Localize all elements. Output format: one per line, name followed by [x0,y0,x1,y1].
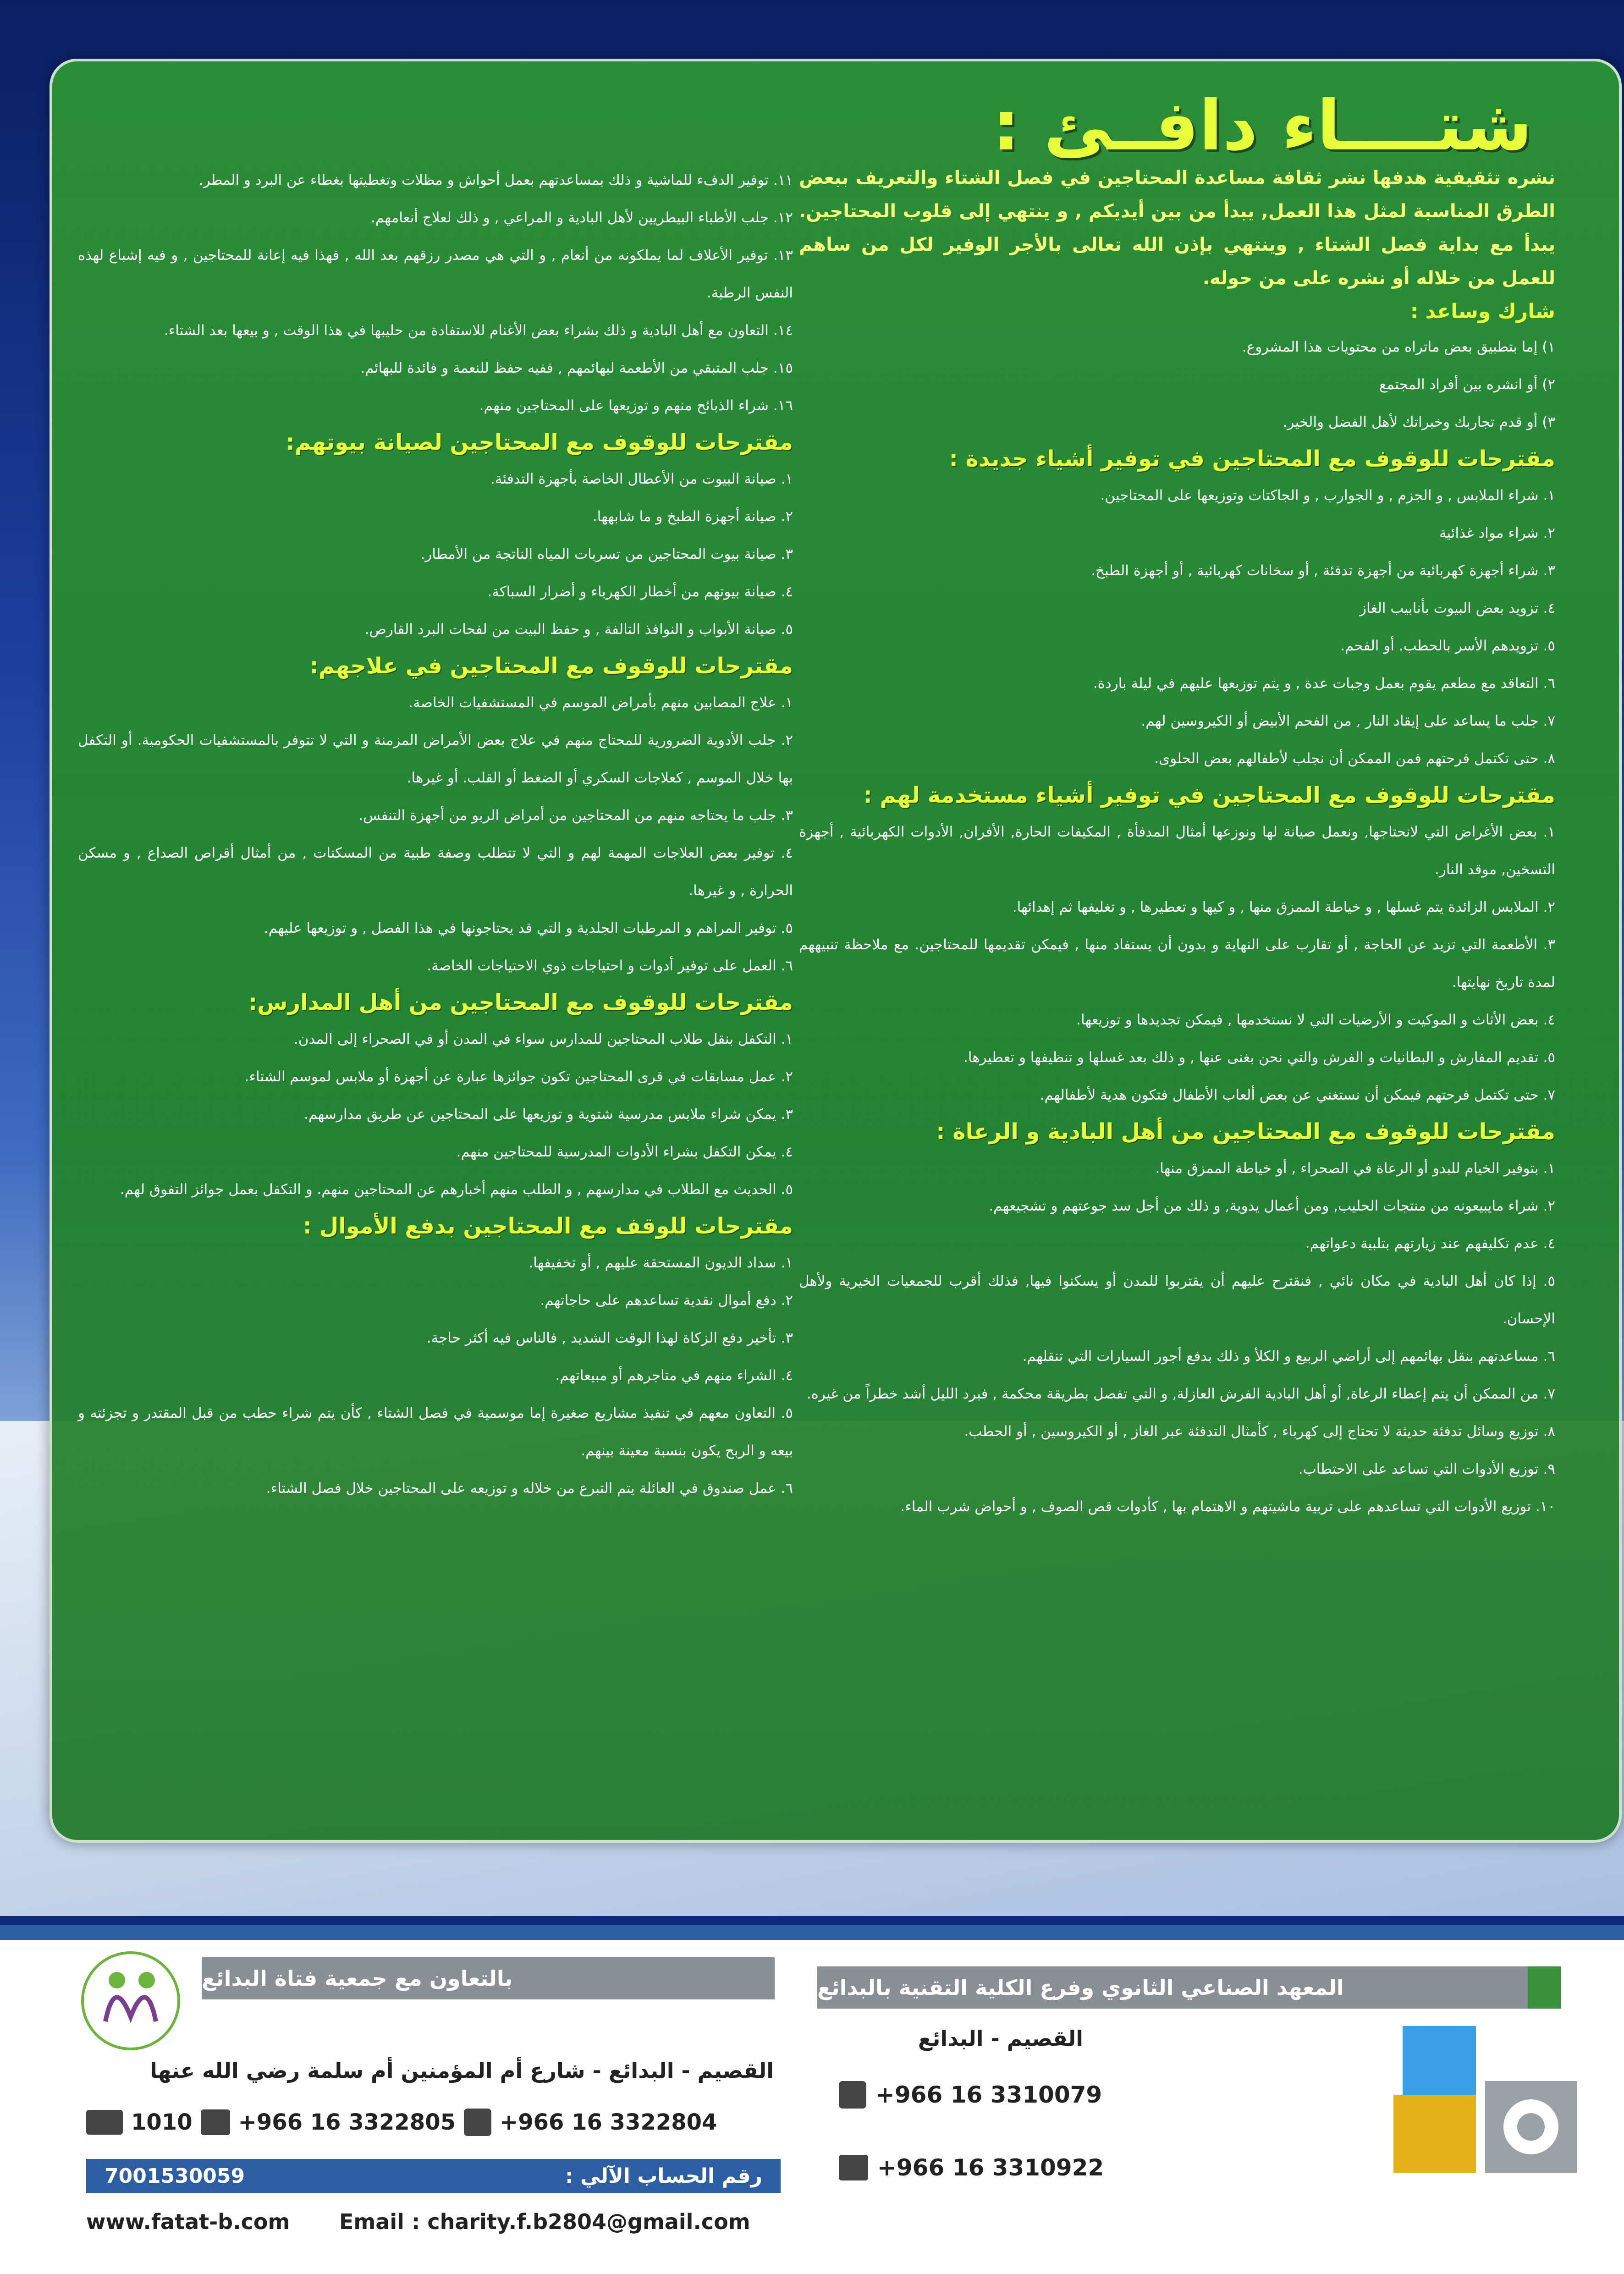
list-item: ٨. توزيع وسائل تدفئة حديثة لا تحتاج إلى كهرباء , كأمثال التدفئة عبر الغاز , أو الكيروسين , أو الحطب. [964,1423,1555,1440]
list-item: ١. صيانة البيوت من الأعطال الخاصة بأجهزة التدفئة. [490,471,793,487]
website-link[interactable]: www.fatat-b.com [86,2209,290,2234]
charity-header: بالتعاون مع جمعية فتاة البدائع [202,1957,775,1999]
list-item: ٥. تقديم المفارش و البطانيات و الفرش والتي نحن بغنى عنها , و ذلك بعد غسلها و تنظيفها و تعطيرها. [963,1049,1555,1066]
list-item: ٣) أو قدم تجاربك وخبراتك لأهل الفضل والخير. [1283,414,1555,430]
list-item: ١٣. توفير الأعلاف لما يملكونه من أنعام , و التي هي مصدر رزقهم بعد الله , فهذا فيه إعانة للمحتاجين , و فيه إشباع لهذه النفس الرطبة. [78,247,793,301]
email-link[interactable]: Email : charity.f.b2804@gmail.com [339,2209,750,2234]
list-item: ٧. من الممكن أن يتم إعطاء الرعاة, أو أهل البادية الفرش العازلة, و التي تفصل بطريقة محكمة , فبرد الليل أشد خطراً من غيره. [806,1386,1555,1402]
list-item: ٧. حتى تكتمل فرحتهم فيمكن أن نستغني عن بعض ألعاب الأطفال فتكون هدية لأطفالهم. [1040,1087,1555,1103]
list-item: ٤. الشراء منهم في متاجرهم أو مبيعاتهم. [555,1367,793,1384]
right-column [799,161,1555,1525]
list-item: ١١. توفير الدفء للماشية و ذلك بمساعدتهم بعمل أحواش و مظلات وتغطيتها بغطاء عن البرد و المطر. [198,172,793,188]
institute-location: القصيم - البدائع [918,2026,1083,2051]
list-item: ٢. شراء مايبيعونه من منتجات الحليب, ومن أعمال يدوية, و ذلك من أجل سد جوعتهم و تشجيعهم. [989,1198,1555,1214]
fax-icon [839,2155,868,2180]
section-heading: مقترحات للوقوف مع المحتاجين من أهل المدارس: [248,990,793,1015]
section-heading: مقترحات للوقوف مع المحتاجين في علاجهم: [309,653,793,679]
account-bar [86,2159,781,2193]
intro-text: نشره تثقيفية هدفها نشر ثقافة مساعدة المحتاجين في فصل الشتاء والتعريف ببعض الطرق المناسبة لمثل هذا العمل, يبدأ من بين أيديكم , و ينتهي إلى قلوب المحتاجين. يبدأ مع بداية فصل الشتاء , وينتهي بإذن الله تعالى بالأجر الوفير لكل من ساهم للعمل من خلاله أو نشره على من حوله. [799,167,1555,289]
list-item: ٦. مساعدتهم بنقل بهائمهم إلى أراضي الربيع و الكلأ و ذلك بدفع أجور السيارات التي تنقلهم. [1022,1348,1555,1365]
list-item: ١. بعض الأغراض التي لانحتاجها, ونعمل صيانة لها ونوزعها أمثال المدفأة , المكيفات الحارة, الأفران, الأدوات الكهربائية , أجهزة التسخين, موقد النار. [799,824,1555,878]
charity-sms-number: 1010 [131,2109,193,2135]
list-item: ١٠. توزيع الأدوات التي تساعدهم على تربية ماشيتهم و الاهتمام بها , كأدوات قص الصوف , و أحواض شرب الماء. [900,1498,1555,1515]
phone-icon [839,2081,866,2109]
list-item: ٤. تزويد بعض البيوت بأنابيب الغاز [1360,600,1555,617]
list-item: ١) إما بتطبيق بعض ماتراه من محتويات هذا المشروع. [1242,339,1555,355]
institute-phone-number: +966 16 3310079 [875,2081,1102,2108]
list-item: ٤. بعض الأثاث و الموكيت و الأرضيات التي لا نستخدمها , فيمكن تجديدها و توزيعها. [1076,1012,1555,1028]
list-item: ٢. جلب الأدوية الضرورية للمحتاج منهم في علاج بعض الأمراض المزمنة و التي لا تتوفر بالمستشفيات الحكومية. أو التكفل بها خلال الموسم , كعلاجات السكري أو الضغط أو القلب. أو غيرها. [78,732,793,786]
section-heading: مقترحات للوقوف مع المحتاجين لصيانة بيوتهم: [286,429,793,455]
list-item: ١. شراء الملابس , و الجزم , و الجوارب , و الجاكتات وتوزيعها على المحتاجين. [1100,487,1555,504]
list-item: ٢. عمل مسابقات في قرى المحتاجين تكون جوائزها عبارة عن أجهزة أو ملابس لموسم الشتاء. [244,1068,793,1085]
list-item: ٦. العمل على توفير أدوات و احتياجات ذوي الاحتياجات الخاصة. [427,958,793,974]
list-item: ١. التكفل بنقل طلاب المحتاجين للمدارس سواء في المدن أو في الصحراء إلى المدن. [293,1031,793,1047]
phone-icon [464,2109,491,2136]
list-item: ٤. عدم تكليفهم عند زيارتهم بتلبية دعواتهم. [1305,1235,1555,1252]
left-column [78,161,793,1507]
charity-contacts [86,2109,781,2136]
fax-icon [201,2109,230,2135]
list-item: ٩. توزيع الأدوات التي تساعد على الاحتطاب. [1298,1461,1555,1477]
list-item: ٣. يمكن شراء ملابس مدرسية شتوية و توزيعها على المحتاجين عن طريق مدارسهم. [304,1106,793,1123]
list-item: ٣. تأخير دفع الزكاة لهذا الوقت الشديد , فالناس فيه أكثر حاجة. [426,1330,793,1346]
charity-logo [73,1948,188,2054]
list-item: ٥. صيانة الأبواب و النوافذ التالفة , و حفظ البيت من لفحات البرد القارص. [364,621,793,638]
charity-address: القصيم - البدائع - شارع أم المؤمنين أم سلمة رضي الله عنها [150,2058,774,2083]
list-item: ٢. صيانة أجهزة الطبخ و ما شابهها. [592,508,793,525]
account-label: رقم الحساب الآلي : [565,2164,762,2188]
list-item: ٣. شراء أجهزة كهربائية من أجهزة تدفئة , أو سخانات كهربائية , أو أجهزة الطبخ. [1091,562,1555,579]
list-item: ٤. يمكن التكفل بشراء الأدوات المدرسية للمحتاجين منهم. [456,1144,793,1160]
list-item: ٥. التعاون معهم في تنفيذ مشاريع صغيرة إما موسمية في فصل الشتاء , كأن يتم شراء حطب من قبل المقتدر و تجزئته و بيعه و الربح يكون بنسبة معينة بينهم. [78,1405,793,1459]
participate-heading: شارك وساعد : [1410,300,1555,323]
list-item: ١٢. جلب الأطباء البيطريين لأهل البادية و المراعي , و ذلك لعلاج أنعامهم. [370,209,793,226]
list-item: ٢. دفع أموال نقدية تساعدهم على حاجاتهم. [540,1292,793,1309]
list-item: ١٤. التعاون مع أهل البادية و ذلك بشراء بعض الأغنام للاستفادة من حليبها في هذا الوقت , و بيعها بعد الشتاء. [164,322,793,339]
list-item: ٤. صيانة بيوتهم من أخطار الكهرباء و أضرار السباكة. [487,584,793,600]
list-item: ٢. الملابس الزائدة يتم غسلها , و خياطة الممزق منها , و كيها و تعطيرها , و تغليفها ثم إهدائها. [1012,899,1555,915]
list-item: ٥. إذا كان أهل البادية في مكان نائي , فنقترح عليهم أن يقتربوا للمدن أو يسكنوا فيها, فذلك أقرب للجمعيات الخيرية ولأهل الإحسان. [799,1273,1555,1327]
list-item: ٦. عمل صندوق في العائلة يتم التبرع من خلاله و توزيعه على المحتاجين خلال فصل الشتاء. [266,1480,793,1497]
section-heading: مقترحات للوقوف مع المحتاجين في توفير أشياء جديدة : [949,446,1555,472]
gear-tiles-graphic [1393,2021,1586,2173]
list-item: ١٥. جلب المتبقي من الأطعمة لبهائمهم , ففيه حفظ للنعمة و فائدة للبهائم. [360,360,793,376]
list-item: ٧. جلب ما يساعد على إيقاد النار , من الفحم الأبيض أو الكيروسين لهم. [1141,713,1555,729]
section-heading: مقترحات للوقوف مع المحتاجين من أهل البادية و الرعاة : [936,1119,1555,1145]
list-item: ٦. التعاقد مع مطعم يقوم بعمل وجبات عدة , و يتم توزيعها عليهم في ليلة باردة. [1093,675,1555,692]
footer-band [0,1925,1624,1940]
list-item: ١. سداد الديون المستحقة عليهم , أو تخفيفها. [528,1255,793,1271]
list-item: ٥. تزويدهم الأسر بالحطب. أو الفحم. [1340,638,1555,654]
list-item: ١. علاج المصابين منهم بأمراض الموسم في المستشفيات الخاصة. [408,694,793,711]
list-item: ٢) أو انشره بين أفراد المجتمع [1379,376,1555,393]
institute-fax [839,2154,1104,2181]
list-item: ٨. حتى تكتمل فرحتهم فمن الممكن أن نجلب لأطفالهم بعض الحلوى. [1154,750,1555,767]
list-item: ٣. الأطعمة التي تزيد عن الحاجة , أو تقارب على النهاية و بدون أن يستفاد منها , فيمكن تقديمها للمحتاجين. مع ملاحظة تنبيههم لمدة تاريخ نهايتها. [799,936,1555,991]
charity-phone-1: +966 16 3322804 [500,2109,717,2135]
list-item: ٣. صيانة بيوت المحتاجين من تسربات المياه الناتجة من الأمطار. [420,546,793,562]
list-item: ١٦. شراء الذبائح منهم و توزيعها على المحتاجين منهم. [479,397,793,414]
section-heading: مقترحات للوقوف مع المحتاجين في توفير أشياء مستخدمة لهم : [863,782,1555,808]
mail-icon [86,2110,123,2135]
charity-phone-2: +966 16 3322805 [238,2109,456,2135]
list-item: ٢. شراء مواد غذائية [1439,525,1555,541]
institute-fax-number: +966 16 3310922 [877,2154,1104,2181]
list-item: ٥. توفير المراهم و المرطبات الجلدية و التي قد يحتاجونها في هذا الفصل , و توزيعها عليهم. [264,920,793,936]
list-item: ١. بتوفير الخيام للبدو أو الرعاة في الصحراء , أو خياطة الممزق منها. [1155,1160,1555,1177]
section-heading: مقترحات للوقف مع المحتاجين بدفع الأموال : [303,1213,793,1239]
institute-header: المعهد الصناعي الثانوي وفرع الكلية التقنية بالبدائع [817,1966,1528,2009]
list-item: ٥. الحديث مع الطلاب في مدارسهم , و الطلب منهم أخبارهم عن المحتاجين منهم. و التكفل بعمل جوائز التفوق لهم. [120,1181,793,1198]
account-number: 7001530059 [105,2164,245,2188]
list-item: ٤. توفير بعض العلاجات المهمة لهم و التي لا تتطلب وصفة طبية من المسكنات , من أمثال أقراص الصداع , و مسكن الحرارة , و غيرها. [78,845,793,899]
list-item: ٣. جلب ما يحتاجه منهم من المحتاجين من أمراض الربو من أجهزة التنفس. [358,807,793,824]
page-title: شتــــاء دافــئ : [992,86,1532,166]
institute-phone [839,2081,1102,2109]
